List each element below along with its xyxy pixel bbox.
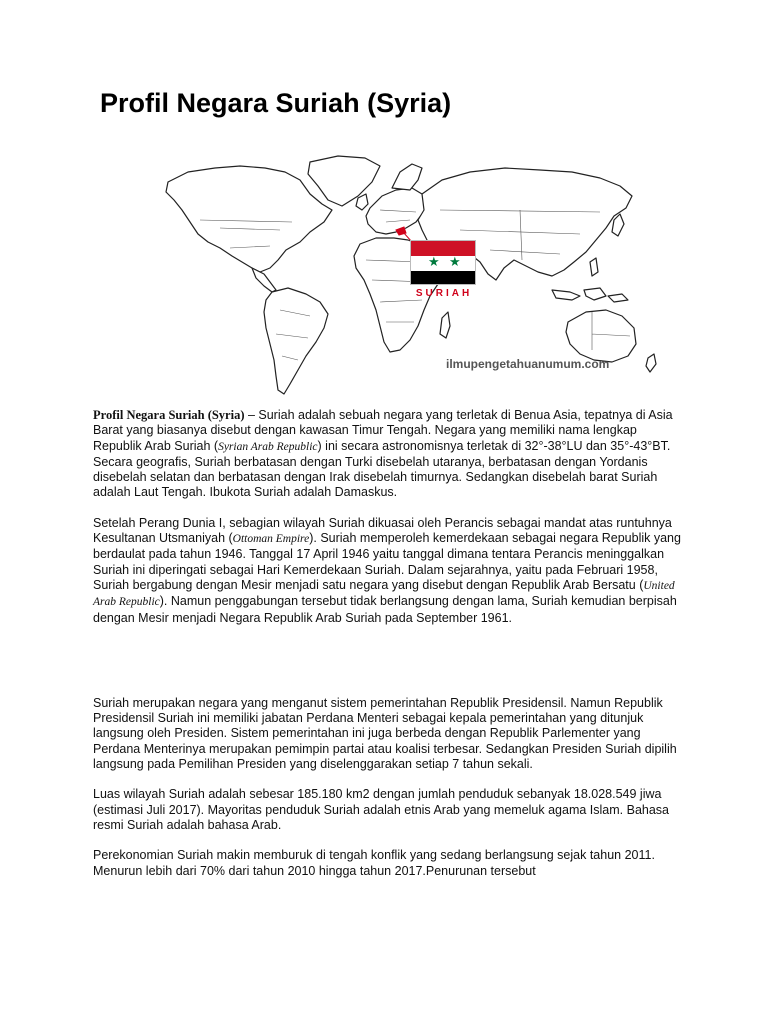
italic-term: Syrian Arab Republic <box>218 440 318 453</box>
paragraph-text: Setelah Perang Dunia I, sebagian wilayah Suriah dikuasai oleh Perancis sebagai mandat atas runtuhnya Kesultanan Utsmaniyah ( <box>93 515 672 546</box>
greenland-shape <box>308 156 380 206</box>
paragraph-text: ). Suriah memperoleh kemerdekaan sebagai negara Republik yang berdaulat pada tahun 1946. Tanggal 17 April 1946 yaitu tanggal dimana tentara Perancis meninggalkan Suriah ini diperingati sebagai Hari Kemerdekaan Suriah. Dalam sejarahnya, yaitu pada Februari 1958, Suriah bergabung dengan Mesir menjadi satu negara yang disebut dengan Republik Arab Bersatu ( <box>93 531 681 592</box>
central-america-shape <box>252 268 276 292</box>
philippines-shape <box>590 258 598 276</box>
madagascar-shape <box>440 312 450 338</box>
star-icon: ★ <box>428 255 440 270</box>
article-body <box>93 408 683 879</box>
lead-heading: Profil Negara Suriah (Syria) <box>93 408 245 422</box>
star-icon: ★ <box>449 255 461 270</box>
paragraph-text: ) ini secara astronomisnya terletak di 32°-38°LU dan 35°-43°BT. Secara geografis, Suriah berbatasan dengan Turki disebelah utaranya, berbatasan dengan Yordanis disebelah selatan dan berbatasan dengan Irak disebelah timurnya. Sedangkan disebelah barat Suriah adalah Laut Tengah. Ibukota Suriah adalah Damaskus. <box>93 438 671 500</box>
paragraph-government: Suriah merupakan negara yang menganut sistem pemerintahan Republik Presidensil. Namun Republik Presidensil Suriah ini memiliki jabatan Perdana Menteri sebagai kepala pemerintahan yang ditunjuk langsung oleh Presiden. Sistem pemerintahan ini juga berbeda dengan Republik Parlementer yang Perdana Menterinya merupakan pemimpin partai atau koalisi terbesar. Sedangkan Presiden Suriah dipilih langsung pada Pemilihan Presiden yang diselenggarakan setiap 7 tahun sekali. <box>93 695 677 772</box>
south-america-shape <box>264 288 328 394</box>
italic-term: Ottoman Empire <box>232 533 310 546</box>
paragraph-population: Luas wilayah Suriah adalah sebesar 185.180 km2 dengan jumlah penduduk sebanyak 18.028.549 jiwa (estimasi Juli 2017). Mayoritas penduduk Suriah adalah etnis Arab yang memeluk agama Islam. Bahasa resmi Suriah adalah bahasa Arab. <box>93 787 670 832</box>
watermark: ilmupengetahuanumum.com <box>446 357 610 371</box>
scandinavia-shape <box>392 164 422 190</box>
new-zealand-shape <box>646 354 656 372</box>
flag-red-band <box>411 241 475 256</box>
north-america-shape <box>166 166 332 272</box>
flag-black-band <box>411 271 475 285</box>
paragraph-intro <box>93 408 683 501</box>
paragraph-text: – Suriah adalah sebuah negara yang terletak di Benua Asia, tepatnya di Asia Barat yang biasanya disebut dengan kawasan Timur Tengah. Negara yang memiliki nama lengkap Republik Arab Suriah ( <box>93 408 673 453</box>
flag-label: SURIAH <box>415 288 473 299</box>
page-title: Profil Negara Suriah (Syria) <box>100 88 452 118</box>
paragraph-economy: Perekonomian Suriah makin memburuk di tengah konflik yang sedang berlangsung sejak tahun 2011. Menurun lebih dari 70% dari tahun 2010 hingga tahun 2017.Penurunan tersebut <box>93 848 655 878</box>
italic-term: United Arab Republic <box>93 579 675 609</box>
paragraph-text: ). Namun penggabungan tersebut tidak berlangsung dengan lama, Suriah kemudian berpisah dengan Mesir menjadi Negara Republik Arab Suriah pada September 1961. <box>93 594 677 625</box>
paragraph-history <box>93 516 683 626</box>
indonesia-shape <box>552 288 628 302</box>
syria-flag <box>410 240 476 285</box>
flag-white-band <box>411 256 475 271</box>
